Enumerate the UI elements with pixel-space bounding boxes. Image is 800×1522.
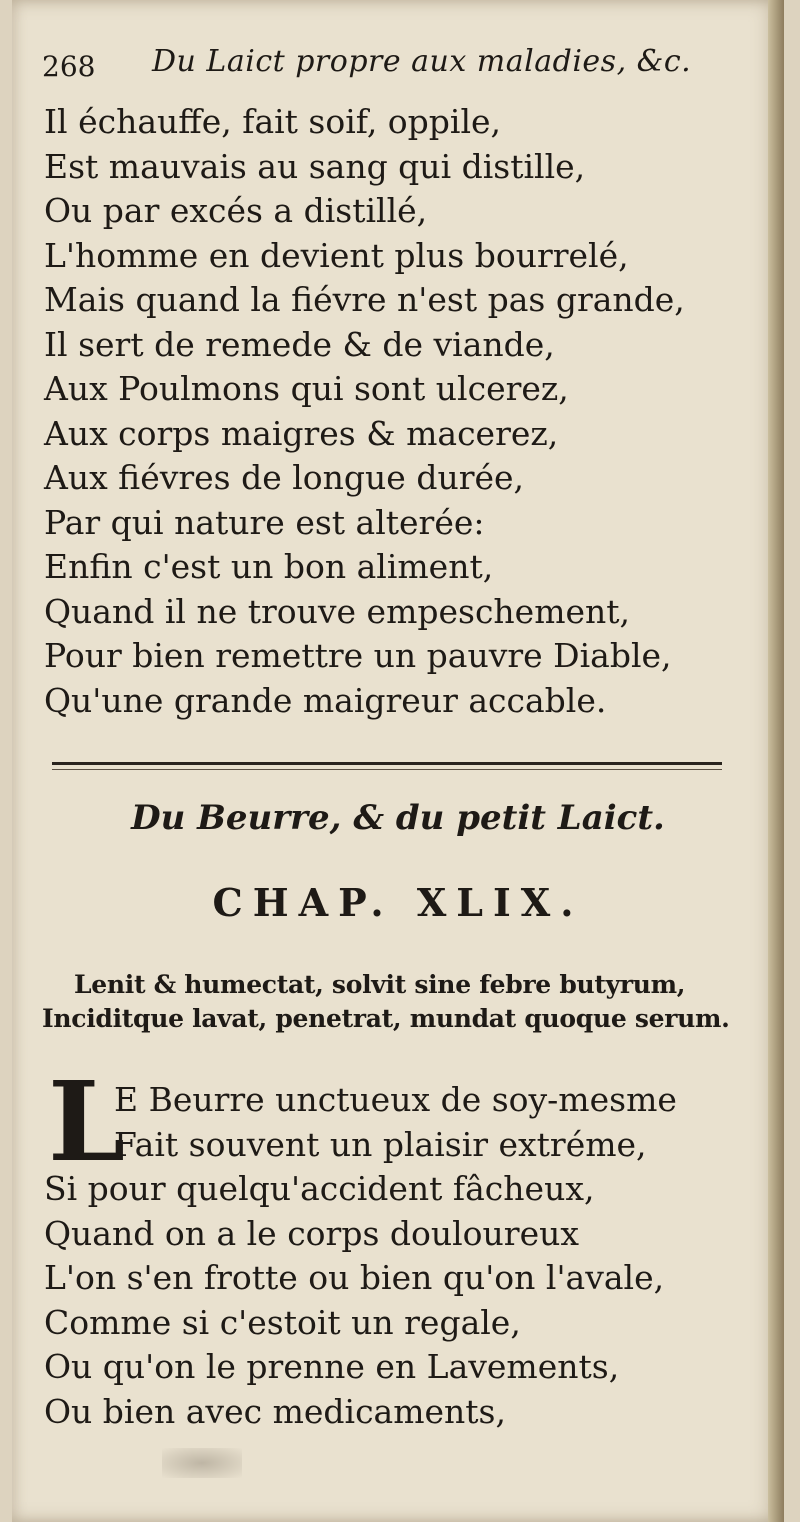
- verse-line: Qu'une grande maigreur accable.: [44, 680, 607, 720]
- verse-line: Aux corps maigres & macerez,: [44, 413, 559, 453]
- ink-smudge: [162, 1448, 242, 1478]
- verse-line: Si pour quelqu'accident fâcheux,: [44, 1169, 595, 1208]
- latin-epigraph: [42, 968, 772, 1036]
- verse-line: Quand il ne trouve empeschement,: [44, 591, 631, 631]
- verse-line: Aux Poulmons qui sont ulcerez,: [44, 369, 569, 408]
- page-header: [42, 44, 702, 92]
- chapter-heading: CHAP. XLIX.: [212, 880, 584, 925]
- epigraph-line: Inciditque lavat, penetrat, mundat quoque serum.: [42, 1004, 730, 1033]
- verse-line: E Beurre unctueux de soy-mesme: [114, 1080, 677, 1119]
- verse-line: Est mauvais au sang qui distille,: [44, 146, 586, 186]
- section-title: Du Beurre, & du petit Laict.: [131, 798, 665, 838]
- drop-cap: L: [48, 1057, 126, 1186]
- verse-line: Ou par excés a distillé,: [44, 191, 428, 230]
- verse-line: Enfin c'est un bon aliment,: [44, 547, 494, 586]
- page-number: 268: [42, 50, 96, 83]
- verse-line: L'on s'en frotte ou bien qu'on l'avale,: [44, 1258, 665, 1297]
- book-page: [12, 0, 784, 1522]
- verse-line: Mais quand la fiévre n'est pas grande,: [44, 280, 685, 319]
- verse-top: [44, 100, 685, 723]
- verse-bottom: [44, 1078, 677, 1434]
- verse-line: Quand on a le corps douloureux: [44, 1213, 579, 1253]
- running-title: Du Laict propre aux maladies, &c.: [152, 44, 692, 79]
- section-divider: [52, 762, 722, 770]
- verse-line: Ou qu'on le prenne en Lavements,: [44, 1347, 620, 1386]
- verse-line: L'homme en devient plus bourrelé,: [44, 235, 629, 275]
- verse-line: Il échauffe, fait soif, oppile,: [44, 102, 502, 141]
- verse-line: Par qui nature est alterée:: [44, 502, 485, 542]
- verse-line: Comme si c'estoit un regale,: [44, 1302, 521, 1342]
- verse-line: Il sert de remede & de viande,: [44, 324, 555, 364]
- verse-line: Fait souvent un plaisir extréme,: [114, 1124, 647, 1164]
- page-edge: [768, 0, 784, 1522]
- verse-line: Pour bien remettre un pauvre Diable,: [44, 636, 672, 675]
- verse-line: Aux fiévres de longue durée,: [44, 458, 525, 497]
- verse-line: Ou bien avec medicaments,: [44, 1391, 506, 1431]
- epigraph-line: Lenit & humectat, solvit sine febre butyrum,: [74, 970, 686, 999]
